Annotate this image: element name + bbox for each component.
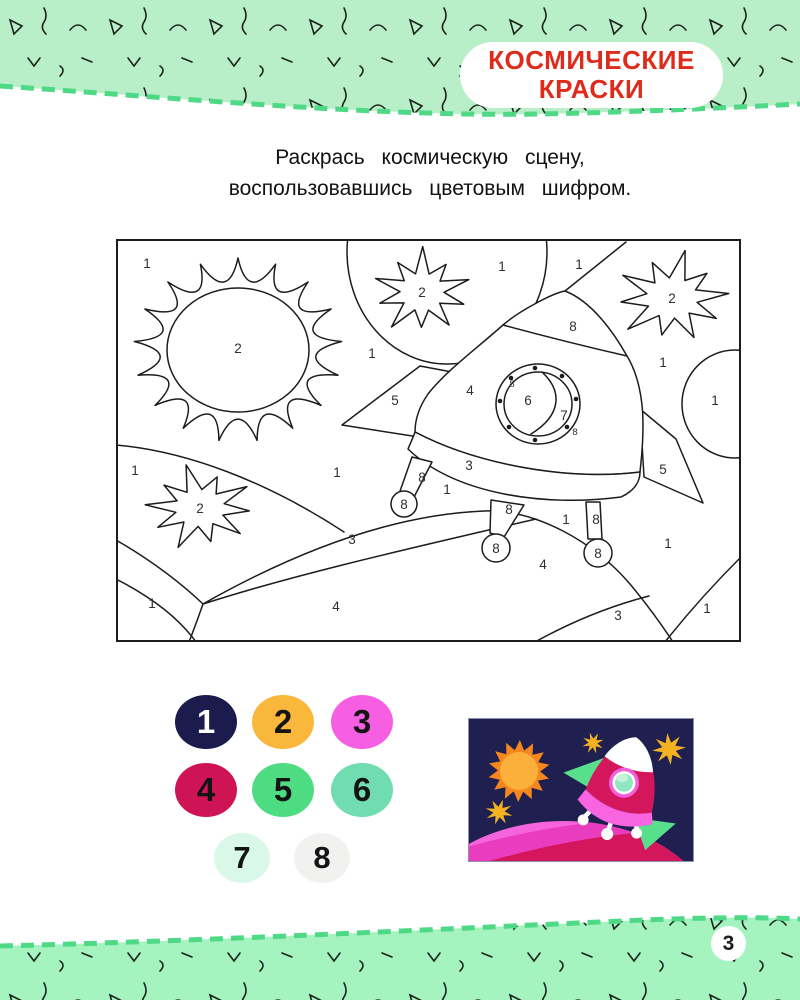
page-title-line1: КОСМИЧЕСКИЕ (488, 45, 695, 75)
region-number-label: 8 (569, 319, 577, 334)
region-number-label: 1 (131, 463, 139, 478)
planet-stripe-line (535, 596, 649, 642)
palette-number: 4 (196, 771, 216, 808)
hill-arc-left-top (116, 445, 344, 532)
corner-arc-bottom-left (116, 579, 196, 642)
region-number-label: 8 (509, 379, 515, 390)
region-number-label: 4 (332, 599, 340, 614)
planet-surface-arc (203, 511, 673, 642)
palette-number: 2 (273, 703, 293, 740)
page-number: 3 (722, 931, 735, 955)
region-number-label: 8 (505, 502, 513, 517)
palette-number: 3 (352, 703, 372, 740)
palette-swatch-8 (294, 833, 350, 883)
hill-arc-left-bottom (116, 540, 203, 604)
palette-swatch-2 (252, 695, 314, 749)
region-number-label: 8 (594, 546, 602, 561)
region-number-label: 8 (418, 470, 426, 485)
coloring-panel (116, 239, 741, 642)
region-number-label: 1 (143, 256, 151, 271)
palette-swatch-4 (175, 763, 237, 817)
region-number-label: 1 (498, 259, 506, 274)
hill-cusp-line (189, 604, 203, 642)
region-number-label: 2 (418, 285, 426, 300)
planet-band-arc (203, 519, 536, 604)
palette-swatch-7 (214, 833, 270, 883)
instruction-line1: Раскрась космическую сцену, (275, 146, 585, 169)
region-number-label: 1 (659, 355, 667, 370)
region-number-label: 4 (539, 557, 547, 572)
region-number-label: 3 (614, 608, 622, 623)
region-number-label: 8 (572, 427, 578, 438)
region-number-label: 1 (148, 596, 156, 611)
instruction-text (100, 142, 760, 204)
region-number-label: 5 (659, 462, 667, 477)
region-number-label: 4 (466, 383, 474, 398)
region-number-label: 1 (711, 393, 719, 408)
region-number-label: 2 (196, 501, 204, 516)
region-number-label: 1 (575, 257, 583, 272)
region-number-label: 7 (560, 408, 568, 423)
palette-number: 7 (233, 840, 251, 875)
region-number-label: 8 (592, 512, 600, 527)
bottom-decorative-band (0, 895, 800, 1000)
corner-arc-bottom-right (665, 557, 741, 642)
region-number-label: 1 (664, 536, 672, 551)
colored-example-image (468, 718, 694, 862)
region-number-label: 1 (333, 465, 341, 480)
region-number-label: 1 (703, 601, 711, 616)
palette-swatch-6 (331, 763, 393, 817)
region-number-label: 6 (524, 393, 532, 408)
region-number-label: 1 (443, 482, 451, 497)
palette-swatch-3 (331, 695, 393, 749)
page-number-badge (711, 926, 746, 961)
region-number-label: 2 (234, 341, 242, 356)
region-number-label: 3 (465, 458, 473, 473)
palette-swatch-5 (252, 763, 314, 817)
region-number-label: 5 (391, 393, 399, 408)
coloring-scene-svg (116, 239, 741, 642)
page-title-line2: КРАСКИ (538, 74, 645, 104)
region-number-label: 1 (368, 346, 376, 361)
region-number-label: 1 (562, 512, 570, 527)
region-number-label: 2 (668, 291, 676, 306)
palette-number: 1 (196, 703, 216, 740)
title-badge (460, 42, 723, 108)
palette-number: 6 (352, 771, 372, 808)
region-number-label: 8 (400, 497, 408, 512)
palette-number: 5 (273, 771, 293, 808)
palette-swatch-1 (175, 695, 237, 749)
palette-number: 8 (313, 840, 331, 875)
instruction-line2: воспользовавшись цветовым шифром. (228, 177, 632, 200)
sky-divider-line (565, 242, 626, 291)
region-number-label: 8 (492, 541, 500, 556)
region-number-label: 3 (348, 532, 356, 547)
example-sun-core (500, 752, 538, 790)
